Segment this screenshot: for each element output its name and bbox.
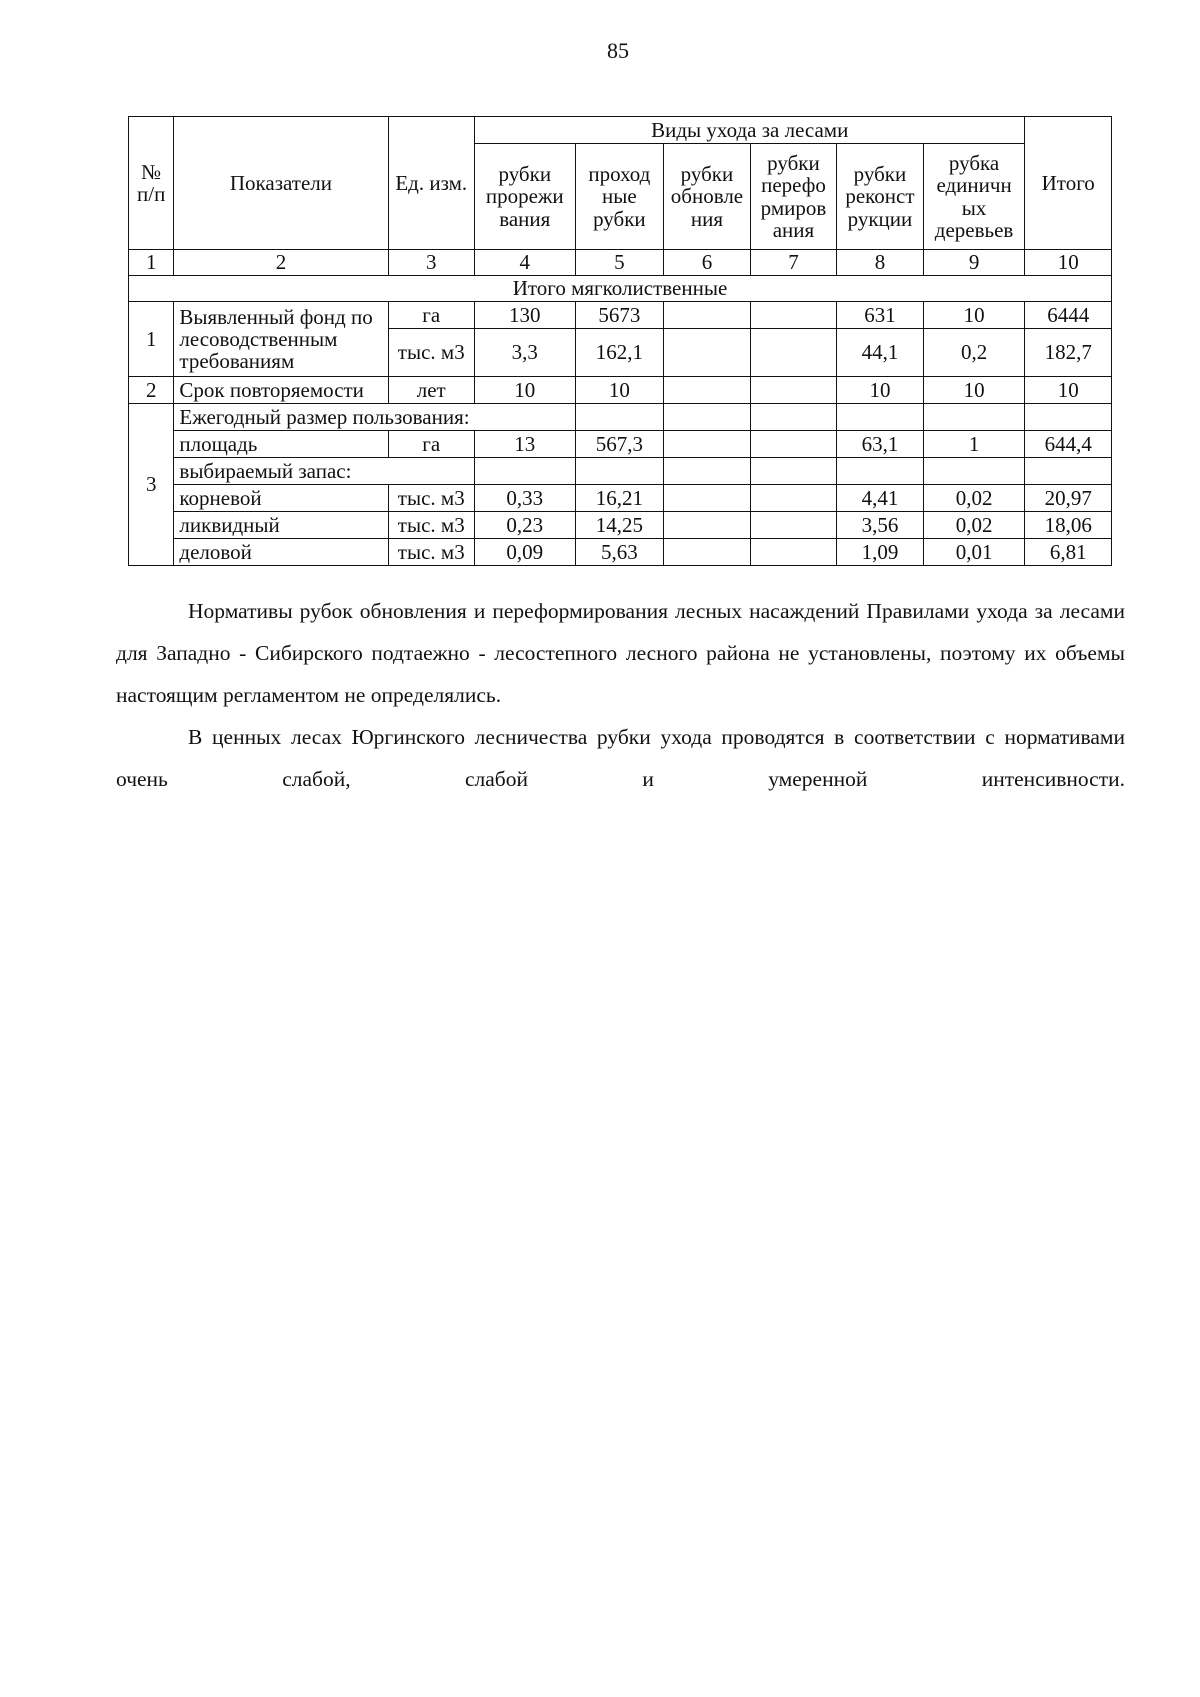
- cell-value: 0,02: [923, 512, 1025, 539]
- cell-value: [837, 404, 924, 431]
- cell-value: [750, 431, 837, 458]
- cell-value: [664, 302, 751, 329]
- cell-value: [750, 539, 837, 566]
- table-row: [129, 512, 1112, 539]
- header-col-reformation: рубки перефо рмиров ания: [750, 144, 837, 250]
- body-paragraph: Нормативы рубок обновления и переформирования лесных насаждений Правилами ухода за лесами для Западно - Сибирского подтаежно - лесостепного лесного района не установлены, поэтому их объемы настоящим регламентом не определялись.: [116, 599, 1125, 707]
- cell-value: 14,25: [575, 512, 664, 539]
- cell-value: [750, 329, 837, 377]
- cell-value: [750, 302, 837, 329]
- cell-value: 0,09: [475, 539, 576, 566]
- table-row: [129, 458, 1112, 485]
- col-number: 7: [750, 250, 837, 276]
- cell-total: 10: [1025, 377, 1112, 404]
- cell-value: 0,2: [923, 329, 1025, 377]
- cell-value: 0,23: [475, 512, 576, 539]
- cell-value: 5673: [575, 302, 664, 329]
- col-number: 1: [129, 250, 174, 276]
- header-unit: Ед. изм.: [388, 117, 475, 250]
- col-number: 4: [475, 250, 576, 276]
- row-indicator: выбираемый запас:: [174, 458, 475, 485]
- cell-value: 631: [837, 302, 924, 329]
- cell-value: [664, 539, 751, 566]
- cell-total: 20,97: [1025, 485, 1112, 512]
- cell-total: [1025, 458, 1112, 485]
- cell-value: [750, 377, 837, 404]
- cell-value: 162,1: [575, 329, 664, 377]
- header-col-renewal: рубки обновле ния: [664, 144, 751, 250]
- page-number: 85: [607, 38, 629, 63]
- cell-value: 0,33: [475, 485, 576, 512]
- row-unit: га: [388, 302, 475, 329]
- cell-value: [923, 458, 1025, 485]
- row-num: 1: [129, 302, 174, 377]
- cell-value: 13: [475, 431, 576, 458]
- header-col-thinning: рубки прорежи вания: [475, 144, 576, 250]
- cell-value: [664, 512, 751, 539]
- cell-value: 1: [923, 431, 1025, 458]
- cell-value: [923, 404, 1025, 431]
- cell-value: 10: [837, 377, 924, 404]
- col-number: 6: [664, 250, 751, 276]
- cell-value: 4,41: [837, 485, 924, 512]
- header-col-passage: проход ные рубки: [575, 144, 664, 250]
- cell-value: 0,02: [923, 485, 1025, 512]
- col-number: 3: [388, 250, 475, 276]
- body-paragraph: В ценных лесах Юргинского лесничества рубки ухода проводятся в соответствии с нормативами очень слабой, слабой и умеренной интенсивности.: [116, 725, 1125, 791]
- cell-value: [664, 377, 751, 404]
- cell-total: 182,7: [1025, 329, 1112, 377]
- col-number: 9: [923, 250, 1025, 276]
- row-indicator: Срок повторяемости: [174, 377, 388, 404]
- column-numbers-row: [129, 250, 1112, 276]
- header-row-top: [129, 117, 1112, 144]
- cell-value: [750, 458, 837, 485]
- row-indicator: Выявленный фонд по лесоводственным требованиям: [174, 302, 388, 377]
- row-unit: тыс. м3: [388, 512, 475, 539]
- cell-value: [664, 485, 751, 512]
- cell-total: 644,4: [1025, 431, 1112, 458]
- row-unit: тыс. м3: [388, 539, 475, 566]
- cell-value: [664, 458, 751, 485]
- row-unit: тыс. м3: [388, 329, 475, 377]
- header-col-single-trees: рубка единичн ых деревьев: [923, 144, 1025, 250]
- row-unit: га: [388, 431, 475, 458]
- cell-value: 16,21: [575, 485, 664, 512]
- cell-value: 63,1: [837, 431, 924, 458]
- cell-value: [664, 404, 751, 431]
- col-number: 10: [1025, 250, 1112, 276]
- cell-total: [1025, 404, 1112, 431]
- col-number: 5: [575, 250, 664, 276]
- cell-value: [750, 485, 837, 512]
- cell-value: 5,63: [575, 539, 664, 566]
- header-total: Итого: [1025, 117, 1112, 250]
- cell-value: 10: [575, 377, 664, 404]
- cell-value: [664, 329, 751, 377]
- row-indicator: корневой: [174, 485, 388, 512]
- cell-value: [750, 512, 837, 539]
- header-num: № п/п: [129, 117, 174, 250]
- cell-value: 10: [475, 377, 576, 404]
- cell-value: [575, 458, 664, 485]
- table-row: [129, 377, 1112, 404]
- cell-value: 130: [475, 302, 576, 329]
- row-indicator: Ежегодный размер пользования:: [174, 404, 575, 431]
- row-indicator: площадь: [174, 431, 388, 458]
- cell-total: 6444: [1025, 302, 1112, 329]
- col-number: 2: [174, 250, 388, 276]
- cell-value: [575, 404, 664, 431]
- cell-total: 6,81: [1025, 539, 1112, 566]
- cell-value: 0,01: [923, 539, 1025, 566]
- cell-value: [475, 458, 576, 485]
- table-row: [129, 431, 1112, 458]
- row-num: 2: [129, 377, 174, 404]
- table-row: [129, 539, 1112, 566]
- row-indicator: деловой: [174, 539, 388, 566]
- cell-value: 3,56: [837, 512, 924, 539]
- header-col-reconstruction: рубки реконст рукции: [837, 144, 924, 250]
- table-row: [129, 404, 1112, 431]
- header-indicators: Показатели: [174, 117, 388, 250]
- row-num: 3: [129, 404, 174, 566]
- row-indicator: ликвидный: [174, 512, 388, 539]
- section-row: [129, 276, 1112, 302]
- cell-value: [664, 431, 751, 458]
- cell-total: 18,06: [1025, 512, 1112, 539]
- header-group: Виды ухода за лесами: [475, 117, 1025, 144]
- cell-value: 10: [923, 302, 1025, 329]
- cell-value: 10: [923, 377, 1025, 404]
- table-row: [129, 302, 1112, 329]
- row-unit: тыс. м3: [388, 485, 475, 512]
- section-title: Итого мягколиственные: [129, 276, 1112, 302]
- cell-value: [750, 404, 837, 431]
- cell-value: [837, 458, 924, 485]
- cell-value: 3,3: [475, 329, 576, 377]
- cell-value: 1,09: [837, 539, 924, 566]
- table-row: [129, 485, 1112, 512]
- forest-care-table: [128, 116, 1112, 566]
- row-unit: лет: [388, 377, 475, 404]
- cell-value: 567,3: [575, 431, 664, 458]
- col-number: 8: [837, 250, 924, 276]
- cell-value: 44,1: [837, 329, 924, 377]
